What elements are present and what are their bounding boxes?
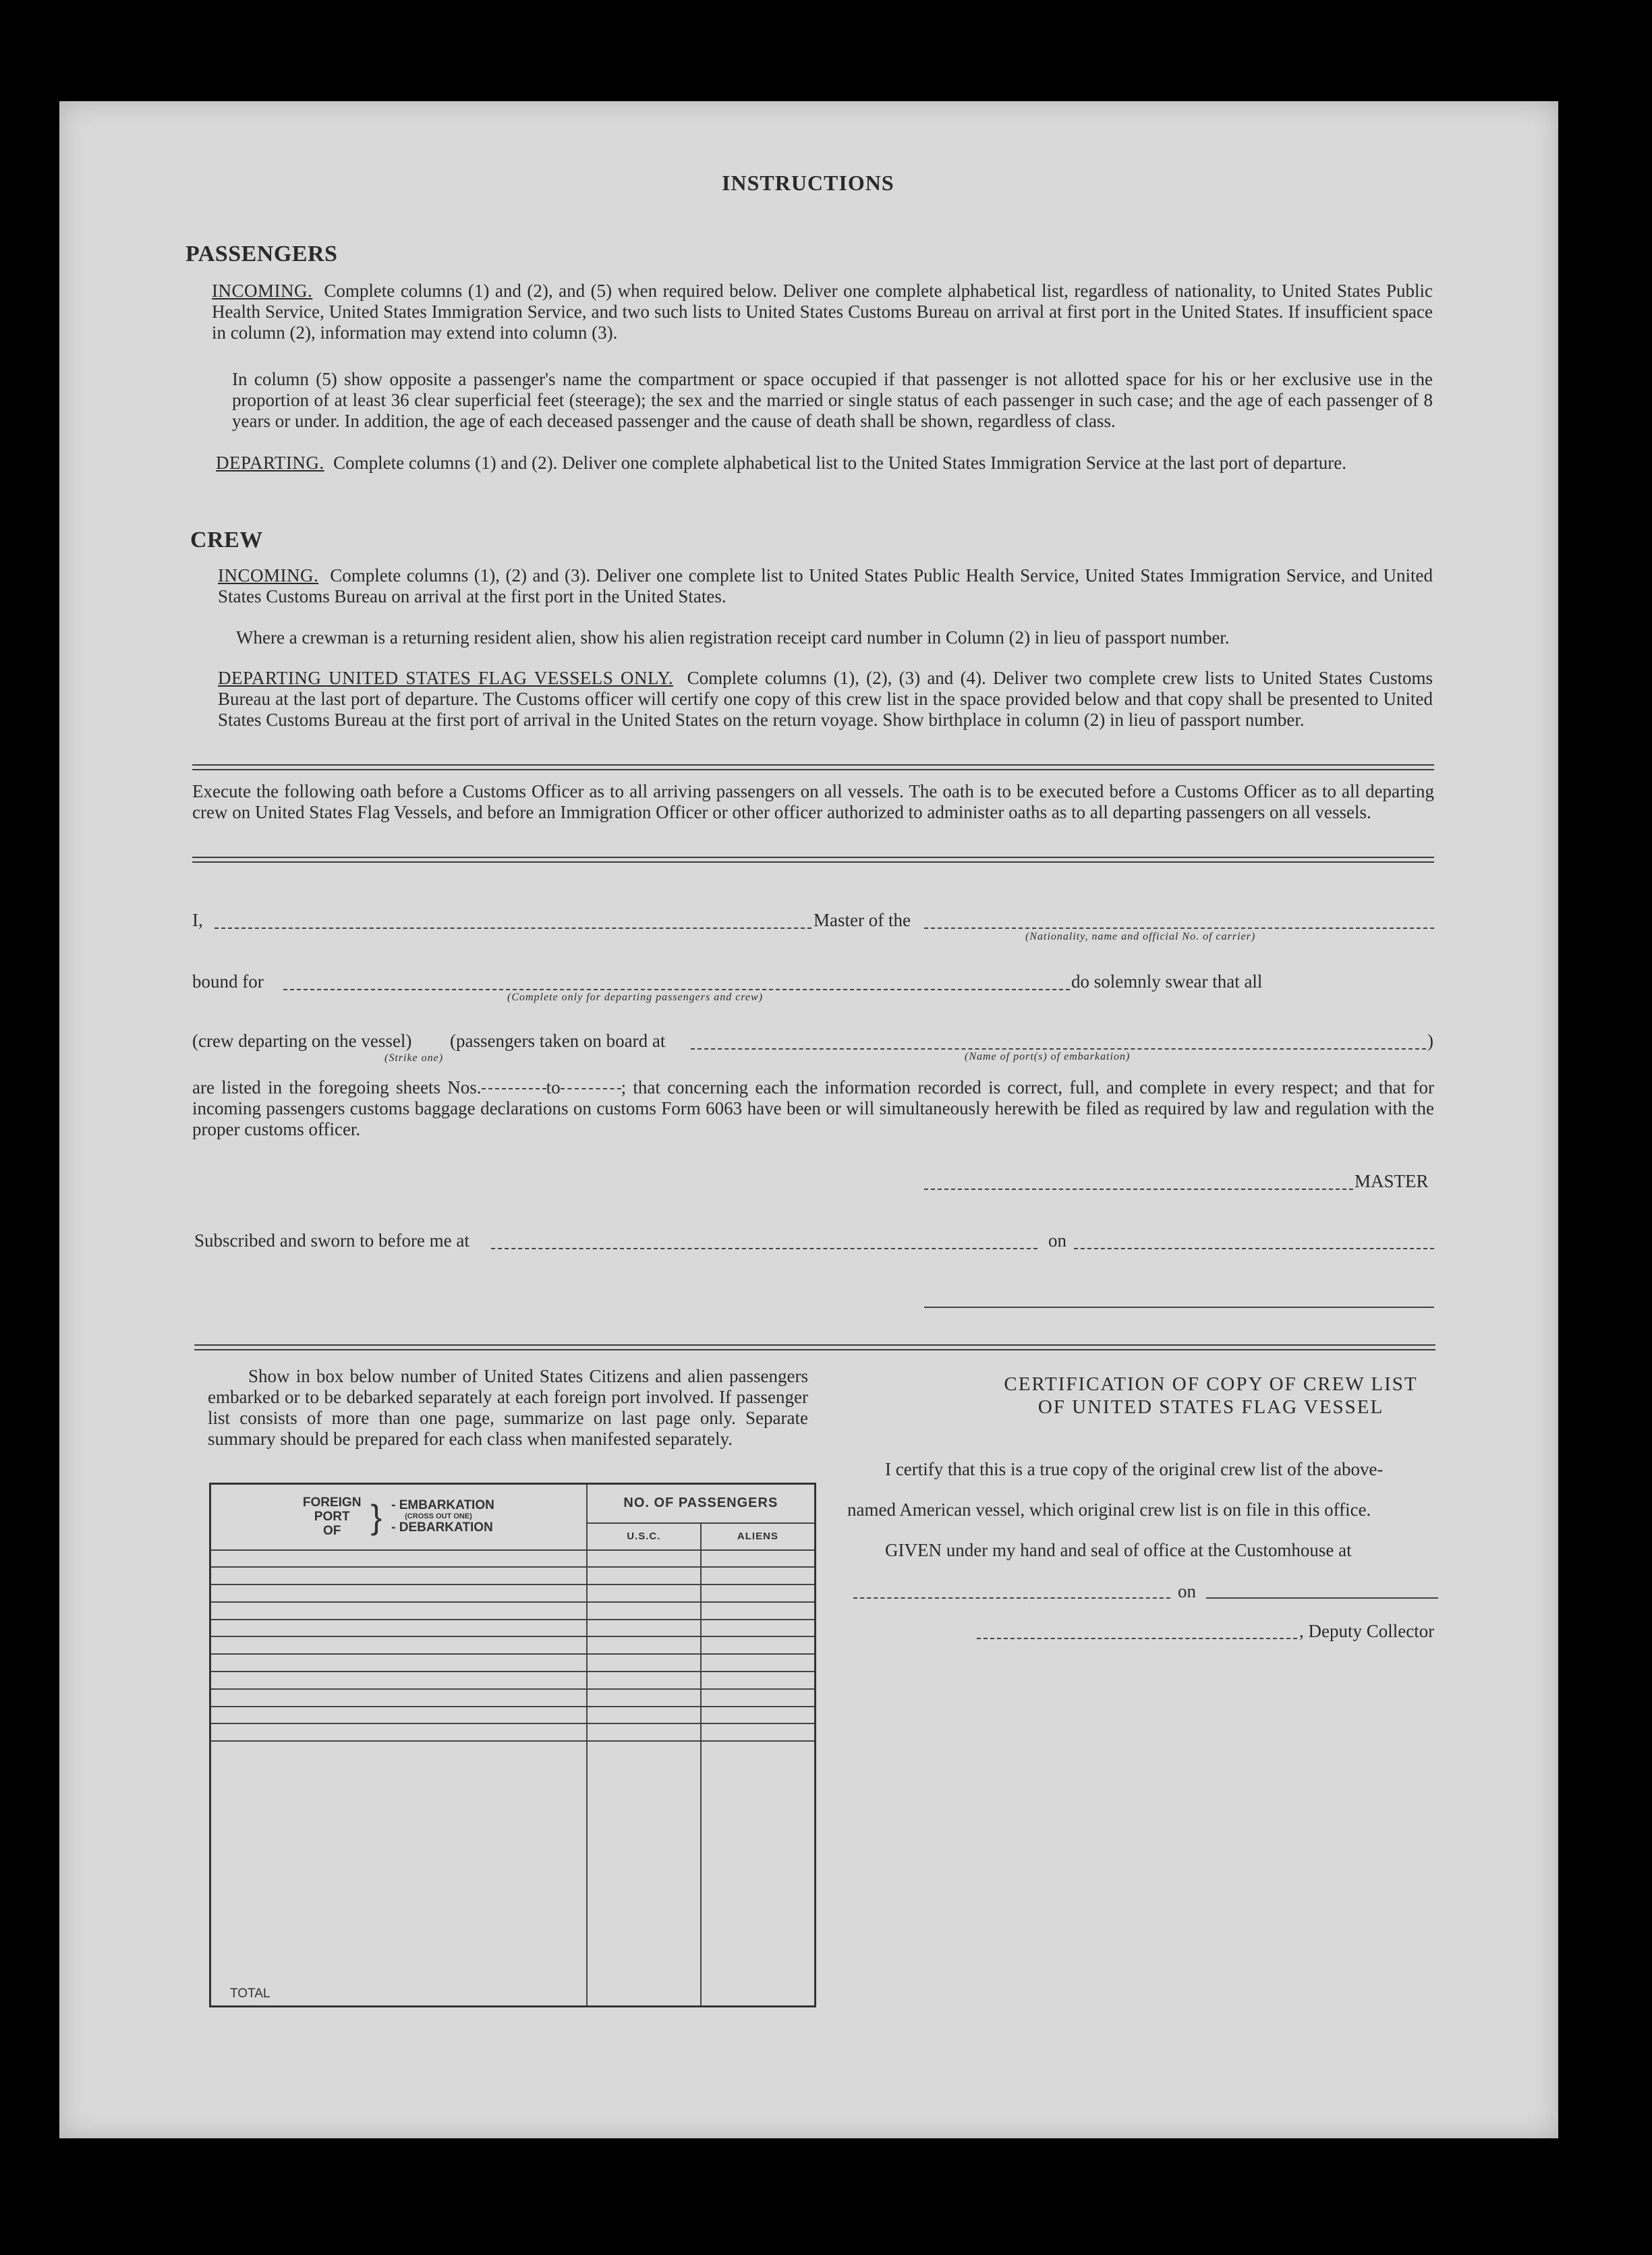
listed-text-a: are listed in the foregoing sheets Nos. bbox=[192, 1077, 482, 1097]
total-label: TOTAL bbox=[210, 1741, 587, 2006]
oath-intro-paragraph: Execute the following oath before a Customs Officer as to all arriving passengers on all vessels. The oath is to be executed before a Customs Officer as to all departing crew on United States Flag Vessels, and before an Immigration Officer or other officer authorized to administer oaths as to all departing passengers on all vessels. bbox=[192, 781, 1434, 822]
certification-line-2: named American vessel, which original crew list is on file in this office. bbox=[847, 1500, 1371, 1520]
port-cell[interactable] bbox=[210, 1620, 587, 1637]
certification-line-3: GIVEN under my hand and seal of office at the Customhouse at bbox=[885, 1540, 1352, 1560]
brace-icon: } bbox=[370, 1497, 382, 1536]
aliens-cell[interactable] bbox=[701, 1550, 816, 1568]
passenger-summary-table bbox=[209, 1483, 816, 2007]
deputy-collector-label: , Deputy Collector bbox=[1299, 1621, 1435, 1641]
usc-cell[interactable] bbox=[587, 1567, 701, 1585]
table-row[interactable] bbox=[210, 1585, 816, 1602]
total-row bbox=[210, 1741, 816, 2006]
crew-departing-option[interactable]: (crew departing on the vessel) bbox=[192, 1031, 412, 1051]
port-cell[interactable] bbox=[210, 1723, 587, 1741]
sworn-place-field[interactable] bbox=[491, 1248, 1037, 1249]
port-cell[interactable] bbox=[210, 1672, 587, 1689]
table-row[interactable] bbox=[210, 1636, 816, 1654]
embarkation-option[interactable]: - EMBARKATION bbox=[391, 1498, 494, 1513]
port-cell[interactable] bbox=[210, 1567, 587, 1585]
port-cell[interactable] bbox=[210, 1654, 587, 1672]
carrier-caption: (Nationality, name and official No. of carrier) bbox=[1025, 931, 1256, 942]
table-row[interactable] bbox=[210, 1707, 816, 1724]
table-row[interactable] bbox=[210, 1672, 816, 1689]
crew-incoming-text: Complete columns (1), (2) and (3). Deliver one complete list to United States Public Health Service, United States Immigration Service, and United States Customs Bureau on arrival at the first port in the United States. bbox=[218, 565, 1433, 606]
subscribed-label: Subscribed and sworn to before me at bbox=[194, 1230, 469, 1251]
port-header-of: OF bbox=[322, 1524, 341, 1539]
aliens-cell[interactable] bbox=[701, 1620, 816, 1637]
customhouse-field[interactable] bbox=[853, 1597, 1170, 1599]
embarkation-caption: (Name of port(s) of embarkation) bbox=[965, 1051, 1131, 1062]
listed-text-c: that for incoming passengers customs baggage declarations on customs Form 6063 have been or will simultaneously herewith be filed as required by law and bbox=[192, 1077, 1435, 1118]
table-row[interactable] bbox=[210, 1620, 816, 1637]
usc-cell[interactable] bbox=[587, 1707, 701, 1724]
passengers-departing-lead: DEPARTING. bbox=[216, 453, 324, 473]
certification-date-field[interactable] bbox=[1206, 1597, 1438, 1599]
page-title: INSTRUCTIONS bbox=[722, 171, 894, 195]
certification-title-line2: OF UNITED STATES FLAG VESSEL bbox=[1037, 1396, 1384, 1418]
usc-cell[interactable] bbox=[587, 1723, 701, 1741]
oath-i-label: I, bbox=[192, 910, 203, 930]
bound-for-caption: (Complete only for departing passengers and crew) bbox=[507, 992, 764, 1003]
crew-incoming-paragraph bbox=[218, 565, 1433, 607]
port-cell[interactable] bbox=[210, 1550, 587, 1568]
oath-listed-paragraph bbox=[192, 1077, 1434, 1140]
section-divider bbox=[192, 857, 1434, 863]
crew-departing-lead: DEPARTING UNITED STATES FLAG VESSELS ONLY. bbox=[218, 668, 674, 688]
passengers-taken-option[interactable]: (passengers taken on board at bbox=[450, 1031, 666, 1051]
usc-cell[interactable] bbox=[587, 1602, 701, 1620]
table-row[interactable] bbox=[210, 1567, 816, 1585]
port-header bbox=[210, 1484, 587, 1550]
officer-signature-field[interactable] bbox=[924, 1307, 1434, 1308]
aliens-header: ALIENS bbox=[701, 1523, 816, 1550]
usc-cell[interactable] bbox=[587, 1636, 701, 1654]
aliens-total-cell[interactable] bbox=[701, 1741, 816, 2006]
table-row[interactable] bbox=[210, 1723, 816, 1741]
deputy-collector-signature-field[interactable] bbox=[977, 1638, 1297, 1639]
sheet-to-field[interactable] bbox=[561, 1088, 621, 1089]
table-row[interactable] bbox=[210, 1550, 816, 1568]
passengers-incoming-paragraph bbox=[212, 281, 1433, 343]
listed-to-label: to bbox=[546, 1077, 561, 1097]
aliens-cell[interactable] bbox=[701, 1602, 816, 1620]
port-cell[interactable] bbox=[210, 1707, 587, 1724]
bound-for-label: bound for bbox=[192, 971, 264, 992]
passengers-column5-paragraph: In column (5) show opposite a passenger's name the compartment or space occupied if that passenger is not allotted space for his or her exclusive use in the proportion of at least 36 clear superficial feet (steerage); the sex and the married or single status of each passenger in such case; and the age of each passenger of 8 years or under. In addition, the age of each deceased passenger and the cause of death shall be shown, regardless of class. bbox=[232, 369, 1433, 431]
aliens-cell[interactable] bbox=[701, 1689, 816, 1707]
usc-cell[interactable] bbox=[587, 1550, 701, 1568]
passengers-incoming-lead: INCOMING. bbox=[212, 281, 313, 301]
aliens-cell[interactable] bbox=[701, 1723, 816, 1741]
debarkation-option[interactable]: - DEBARKATION bbox=[391, 1520, 493, 1535]
crew-departing-text: Complete columns (1), (2), (3) and (4). Deliver two complete crew lists to United States Customs Bureau at the last port of departure. The Customs officer will certify one copy of this crew list in the space provided below and that copy shall be presented to United States Customs Bureau at the first port of arrival in the United States on the return voyage. Show birthplace in column (2) in lieu of passport number. bbox=[218, 668, 1433, 730]
aliens-cell[interactable] bbox=[701, 1567, 816, 1585]
summary-note: Show in box below number of United States Citizens and alien passengers embarked or to be debarked separately at each foreign port involved. If passenger list consists of more than one page, summarize on last page only. Separate summary should be prepared for each class when manifested separately. bbox=[208, 1366, 808, 1449]
passengers-incoming-text: Complete columns (1) and (2), and (5) when required below. Deliver one complete alphabetical list, regardless of nationality, to United States Public Health Service, United States Immigration Service, and two such lists to United States Customs Bureau on arrival at first port in the United States. If insufficient space in column (2), information may extend into column (3). bbox=[212, 281, 1433, 343]
crew-resident-paragraph: Where a crewman is a returning resident alien, show his alien registration receipt card number in Column (2) in lieu of passport number. bbox=[236, 627, 1230, 648]
usc-cell[interactable] bbox=[587, 1672, 701, 1689]
master-label: MASTER bbox=[1355, 1171, 1429, 1191]
passengers-heading: PASSENGERS bbox=[186, 241, 338, 266]
certification-title-line1: CERTIFICATION OF COPY OF CREW LIST bbox=[1004, 1373, 1418, 1395]
cross-out-note: (CROSS OUT ONE) bbox=[405, 1512, 472, 1521]
crew-incoming-lead: INCOMING. bbox=[218, 565, 319, 586]
sheet-from-field[interactable] bbox=[482, 1088, 546, 1089]
listed-text-b: ; that concerning each the information recorded is correct, full, and complete in every respect; and bbox=[621, 1077, 1372, 1097]
usc-total-cell[interactable] bbox=[587, 1741, 701, 2006]
table-row[interactable] bbox=[210, 1602, 816, 1620]
listed-text-d: regulation with the proper customs officer. bbox=[192, 1098, 1435, 1139]
aliens-cell[interactable] bbox=[701, 1707, 816, 1724]
port-cell[interactable] bbox=[210, 1689, 587, 1707]
port-cell[interactable] bbox=[210, 1636, 587, 1654]
master-signature-field[interactable] bbox=[924, 1189, 1353, 1190]
usc-header: U.S.C. bbox=[587, 1523, 701, 1550]
port-cell[interactable] bbox=[210, 1585, 587, 1602]
crew-departing-paragraph bbox=[218, 668, 1433, 731]
aliens-cell[interactable] bbox=[701, 1585, 816, 1602]
master-name-field[interactable] bbox=[215, 927, 811, 929]
section-divider bbox=[192, 764, 1434, 770]
port-header-port: PORT bbox=[314, 1510, 350, 1524]
usc-cell[interactable] bbox=[587, 1654, 701, 1672]
aliens-cell[interactable] bbox=[701, 1636, 816, 1654]
sworn-on-label: on bbox=[1048, 1230, 1066, 1251]
certification-on-label: on bbox=[1178, 1581, 1196, 1601]
certification-title bbox=[877, 1373, 1545, 1419]
embarkation-port-field[interactable] bbox=[691, 1048, 1426, 1050]
usc-cell[interactable] bbox=[587, 1689, 701, 1707]
master-of-label: Master of the bbox=[814, 910, 911, 930]
passengers-departing-text: Complete columns (1) and (2). Deliver one complete alphabetical list to the United States Immigration Service at the last port of departure. bbox=[333, 453, 1346, 473]
sworn-date-field[interactable] bbox=[1074, 1248, 1434, 1249]
close-paren: ) bbox=[1427, 1031, 1433, 1051]
crew-heading: CREW bbox=[190, 527, 263, 552]
usc-cell[interactable] bbox=[587, 1620, 701, 1637]
port-header-foreign: FOREIGN bbox=[302, 1495, 362, 1510]
bound-for-field[interactable] bbox=[283, 989, 1070, 990]
passengers-departing-paragraph bbox=[216, 453, 1433, 474]
no-of-passengers-header: NO. OF PASSENGERS bbox=[587, 1484, 816, 1523]
aliens-cell[interactable] bbox=[701, 1654, 816, 1672]
swear-label: do solemnly swear that all bbox=[1071, 971, 1263, 992]
usc-cell[interactable] bbox=[587, 1585, 701, 1602]
aliens-cell[interactable] bbox=[701, 1672, 816, 1689]
section-divider bbox=[194, 1344, 1435, 1350]
certification-line-1: I certify that this is a true copy of the original crew list of the above- bbox=[885, 1459, 1384, 1479]
table-row[interactable] bbox=[210, 1689, 816, 1707]
carrier-field[interactable] bbox=[924, 927, 1434, 929]
table-row[interactable] bbox=[210, 1654, 816, 1672]
port-cell[interactable] bbox=[210, 1602, 587, 1620]
strike-one-caption: (Strike one) bbox=[384, 1052, 444, 1064]
